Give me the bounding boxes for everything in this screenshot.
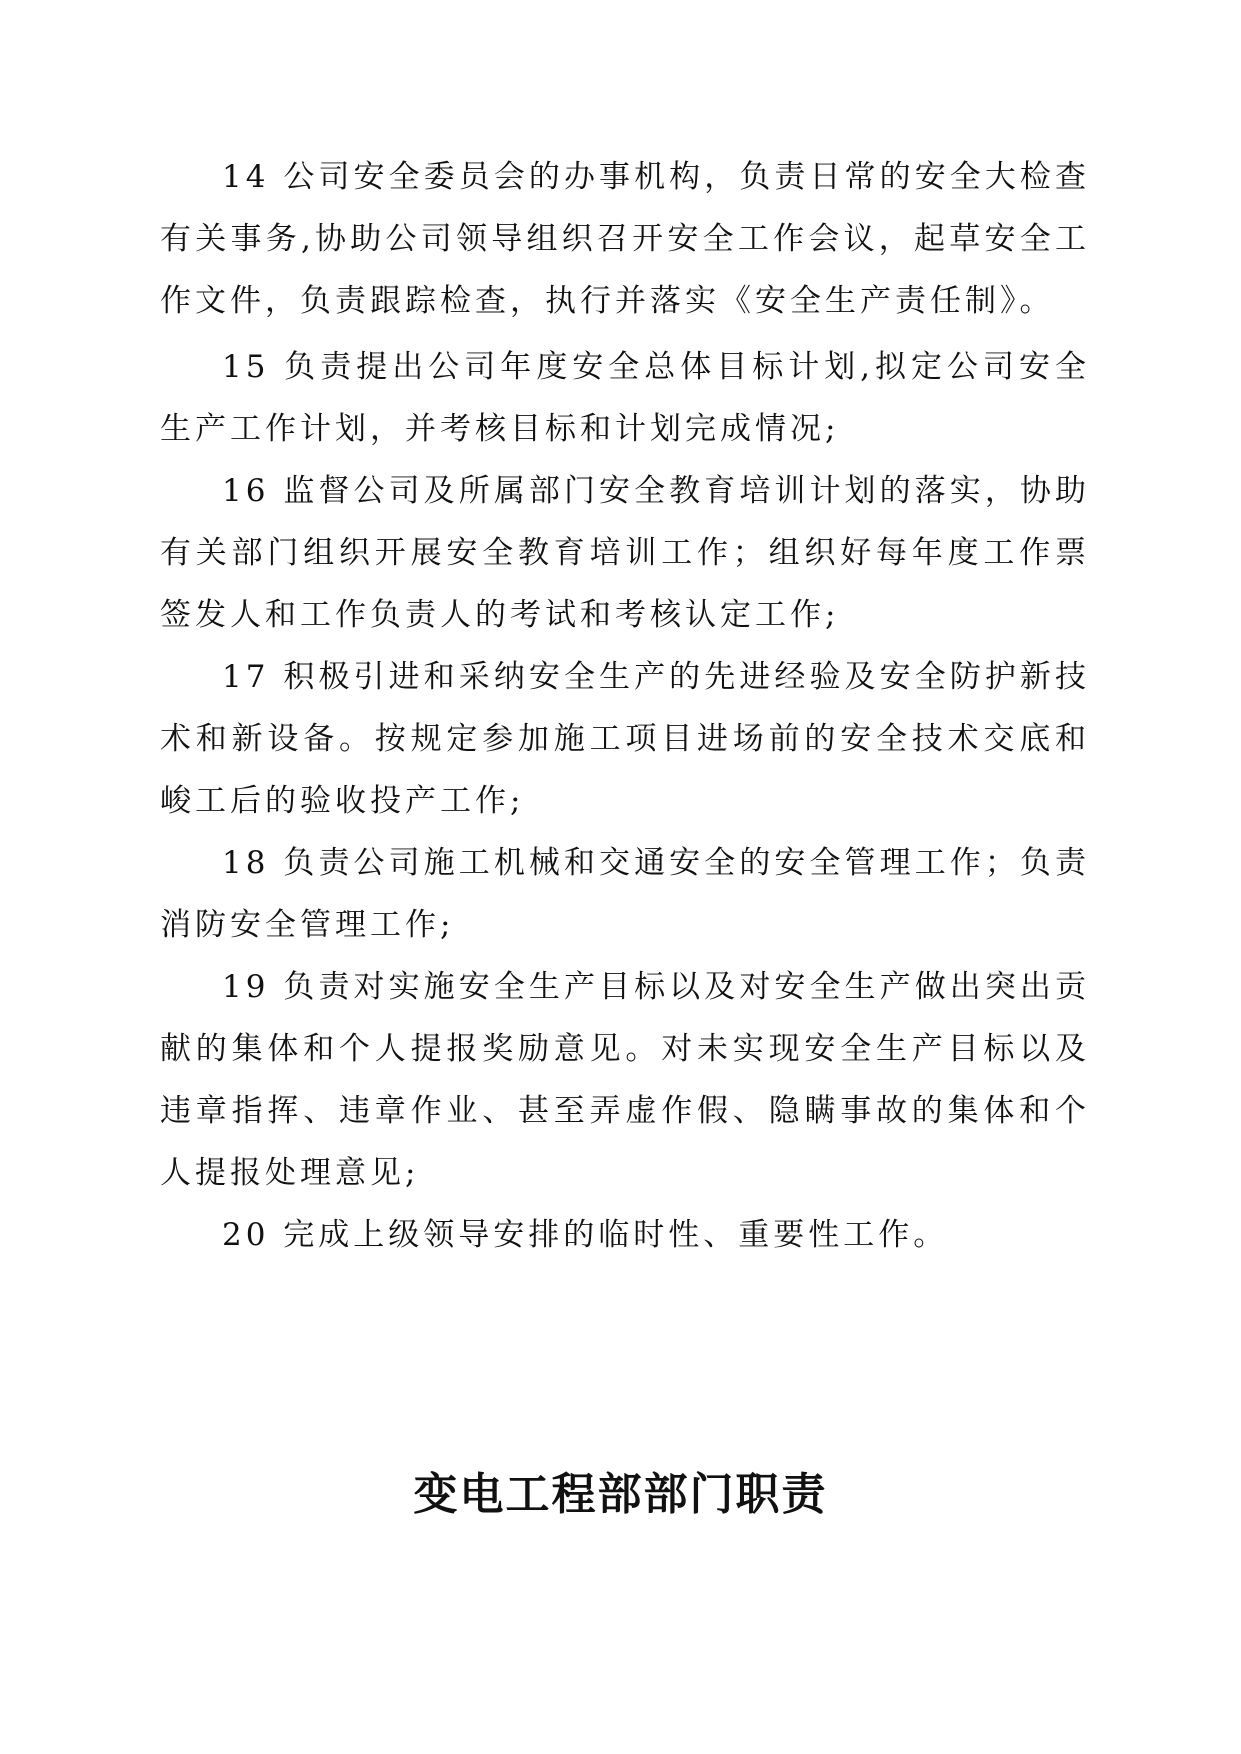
- duty-item-17: 17 积极引进和采纳安全生产的先进经验及安全防护新技术和新设备。按规定参加施工项目进场前的安全技术交底和峻工后的验收投产工作;: [160, 659, 1090, 819]
- duty-item-15: 15 负责提出公司年度安全总体目标计划,拟定公司安全生产工作计划，并考核目标和计划完成情况;: [160, 349, 1090, 447]
- duty-item-14: 14 公司安全委员会的办事机构，负责日常的安全大检查有关事务,协助公司领导组织召开安全工作会议，起草安全工作文件，负责跟踪检查，执行并落实《安全生产责任制》。: [160, 159, 1090, 319]
- duty-item-18: 18 负责公司施工机械和交通安全的安全管理工作；负责消防安全管理工作;: [160, 845, 1090, 943]
- duty-item-20: 20 完成上级领导安排的临时性、重要性工作。: [222, 1217, 949, 1253]
- duty-list: [160, 146, 1090, 1266]
- duty-item-16: 16 监督公司及所属部门安全教育培训计划的落实，协助有关部门组织开展安全教育培训工作；组织好每年度工作票签发人和工作负责人的考试和考核认定工作;: [160, 473, 1090, 633]
- section-heading: 变电工程部部门职责: [413, 1469, 828, 1520]
- duty-item-19: 19 负责对实施安全生产目标以及对安全生产做出突出贡献的集体和个人提报奖励意见。对未实现安全生产目标以及违章指挥、违章作业、甚至弄虚作假、隐瞒事故的集体和个人提报处理意见;: [160, 969, 1090, 1191]
